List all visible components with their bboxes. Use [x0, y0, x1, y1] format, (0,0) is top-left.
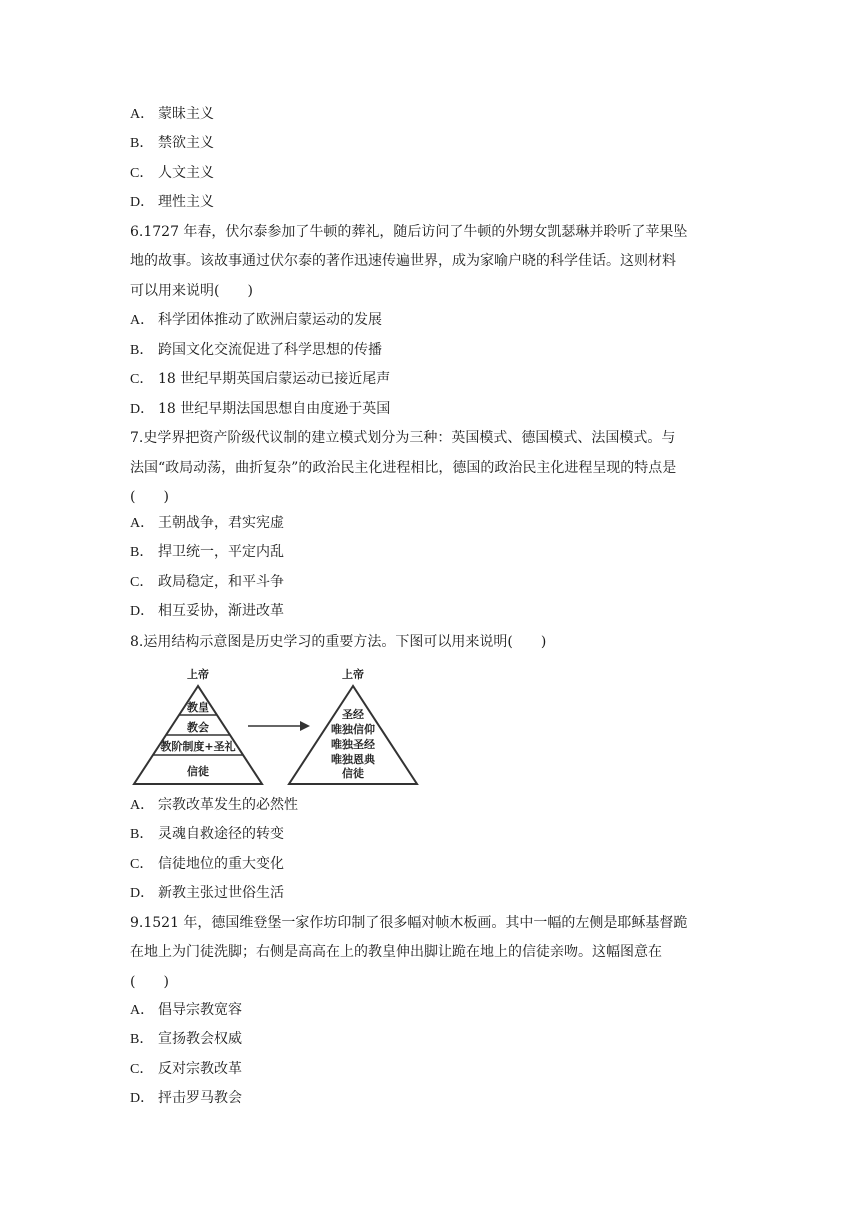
q8-option-c: C． 信徒地位的重大变化: [130, 856, 284, 872]
q5-option-c: C． 人文主义: [130, 165, 214, 181]
q6-stem-line-3: 可以用来说明( ): [130, 283, 253, 299]
q6-option-b: B． 跨国文化交流促进了科学思想的传播: [130, 342, 382, 358]
q9-option-a: A． 倡导宗教宽容: [130, 1002, 242, 1018]
right-level-3: 唯独圣经: [331, 738, 375, 751]
q9-option-d: D． 抨击罗马教会: [130, 1090, 242, 1106]
q7-stem-line-1: 7.史学界把资产阶级代议制的建立模式划分为三种：英国模式、德国模式、法国模式。与: [130, 430, 676, 446]
q6-option-d: D． 18 世纪早期法国思想自由度逊于英国: [130, 401, 391, 417]
q9-stem-line-3: ( ): [130, 974, 169, 990]
q9-option-b: B． 宣扬教会权威: [130, 1031, 242, 1047]
q5-option-a: A． 蒙昧主义: [130, 106, 214, 122]
q7-option-d: D． 相互妥协，渐进改革: [130, 603, 284, 619]
left-level-4: 信徒: [187, 765, 209, 778]
q8-stem-line-1: 8.运用结构示意图是历史学习的重要方法。下图可以用来说明( ): [130, 634, 547, 650]
q7-option-c: C． 政局稳定，和平斗争: [130, 574, 284, 590]
q6-stem-line-1: 6.1727 年春，伏尔泰参加了牛顿的葬礼，随后访问了牛顿的外甥女凯瑟琳并聆听了苹果坠: [130, 224, 688, 240]
q6-stem-line-2: 地的故事。该故事通过伏尔泰的著作迅速传遍世界，成为家喻户晓的科学佳话。这则材料: [130, 253, 676, 269]
right-top-label: 上帝: [342, 668, 364, 681]
q9-option-c: C． 反对宗教改革: [130, 1061, 242, 1077]
right-level-5: 信徒: [342, 767, 364, 780]
q8-option-a: A． 宗教改革发生的必然性: [130, 797, 298, 813]
q5-option-d: D． 理性主义: [130, 194, 214, 210]
left-pyramid: [134, 667, 262, 784]
q8-option-d: D． 新教主张过世俗生活: [130, 885, 284, 901]
left-level-1: 教皇: [187, 701, 209, 714]
right-level-1: 圣经: [342, 708, 364, 721]
q7-stem-line-2: 法国“政局动荡，曲折复杂”的政治民主化进程相比，德国的政治民主化进程呈现的特点是: [130, 460, 677, 476]
q7-option-b: B． 捍卫统一，平定内乱: [130, 544, 284, 560]
left-level-2: 教会: [187, 721, 209, 734]
q6-option-c: C． 18 世纪早期英国启蒙运动已接近尾声: [130, 371, 391, 387]
left-level-3: 教阶制度+圣礼: [160, 740, 236, 753]
right-level-2: 唯独信仰: [331, 723, 375, 736]
q5-option-b: B． 禁欲主义: [130, 135, 214, 151]
right-level-4: 唯独恩典: [331, 753, 375, 766]
q6-option-a: A． 科学团体推动了欧洲启蒙运动的发展: [130, 312, 382, 328]
arrow-head: [300, 721, 310, 731]
q9-stem-line-1: 9.1521 年，德国维登堡一家作坊印制了很多幅对帧木板画。其中一幅的左侧是耶稣基督跪: [130, 915, 688, 931]
transition-arrow: [248, 721, 310, 731]
q7-stem-line-3: ( ): [130, 489, 169, 505]
q7-option-a: A． 王朝战争，君实宪虚: [130, 515, 284, 531]
church-structure-diagram: [132, 660, 422, 790]
q9-stem-line-2: 在地上为门徒洗脚；右侧是高高在上的教皇伸出脚让跪在地上的信徒亲吻。这幅图意在: [130, 944, 662, 960]
q8-option-b: B． 灵魂自救途径的转变: [130, 826, 284, 842]
left-top-label: 上帝: [187, 668, 209, 681]
